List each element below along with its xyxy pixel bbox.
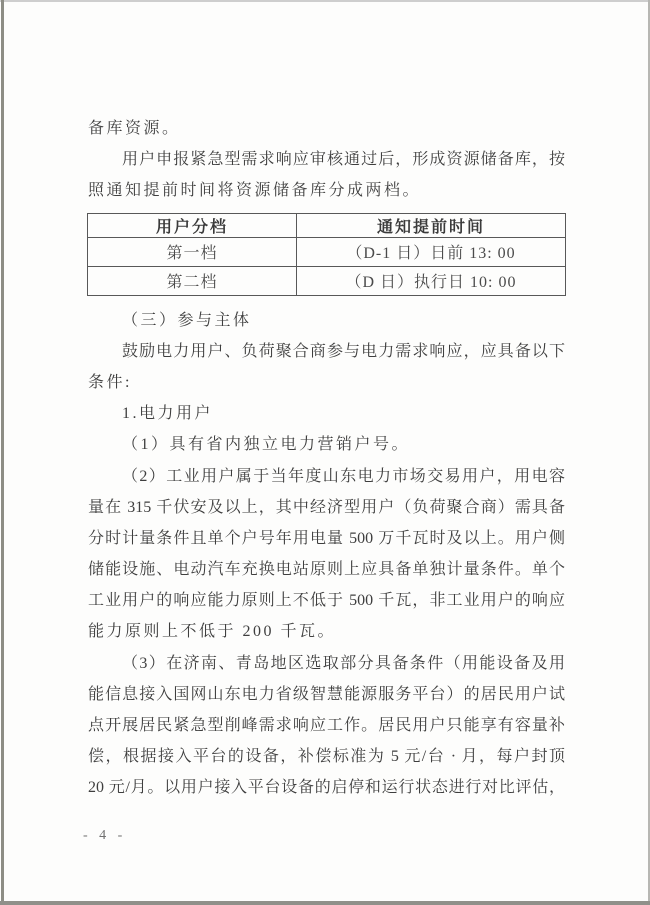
text-line: （1）具有省内独立电力营销户号。 — [122, 436, 411, 454]
table-header-row — [88, 213, 566, 237]
cell-tier-2-time: （D 日）执行日 10: 00 — [297, 266, 566, 295]
document-body — [88, 0, 565, 804]
text-line: 偿，根据接入平台的设备，补偿标准为 5 元/台 · 月，每户封顶 — [88, 748, 565, 766]
text-line: （2）工业用户属于当年度山东电力市场交易用户，用电容 — [122, 467, 565, 485]
column-header-user-tier: 用户分档 — [88, 213, 297, 237]
text-line: 工业用户的响应能力原则上不低于 500 千瓦，非工业用户的响应 — [88, 592, 565, 610]
text-line: （3）在济南、青岛地区选取部分具备条件（用能设备及用 — [122, 654, 565, 672]
text-line: 分时计量条件且单个户号年用电量 500 万千瓦时及以上。用户侧 — [88, 529, 565, 547]
text-line: 备库资源。 — [88, 120, 181, 137]
text-line: 储能设施、电动汽车充换电站原则上应具备单独计量条件。单个 — [88, 561, 565, 579]
table-row — [88, 237, 566, 266]
text-line: 用户申报紧急型需求响应审核通过后，形成资源储备库，按 — [122, 151, 565, 169]
subsection-heading: 1.电力用户 — [122, 405, 214, 423]
text-line: 能信息接入国网山东电力省级智慧能源服务平台）的居民用户试 — [88, 685, 565, 703]
table-row — [88, 266, 566, 295]
text-line: 点开展居民紧急型削峰需求响应工作。居民用户只能享有容量补 — [88, 717, 565, 734]
cell-tier-1: 第一档 — [88, 237, 297, 266]
notification-tier-table — [87, 213, 566, 296]
column-header-notice-time: 通知提前时间 — [297, 213, 566, 237]
cell-tier-1-time: （D-1 日）日前 13: 00 — [297, 237, 566, 266]
text-line: 照通知提前时间将资源储备库分成两档。 — [88, 182, 422, 200]
section-heading: （三）参与主体 — [122, 311, 252, 329]
page-number: - 4 - — [83, 828, 126, 843]
text-line: 量在 315 千伏安及以上，其中经济型用户（负荷聚合商）需具备 — [88, 498, 565, 516]
text-line: 能力原则上不低于 200 千瓦。 — [88, 623, 337, 641]
text-line: 鼓励电力用户、负荷聚合商参与电力需求响应，应具备以下 — [122, 342, 565, 360]
scan-edge-bottom — [0, 901, 650, 905]
scan-edge-left — [1, 0, 4, 905]
text-line: 条件: — [88, 373, 132, 391]
text-line: 20 元/月。以用户接入平台设备的启停和运行状态进行对比评估， — [88, 779, 565, 797]
cell-tier-2: 第二档 — [88, 266, 297, 295]
